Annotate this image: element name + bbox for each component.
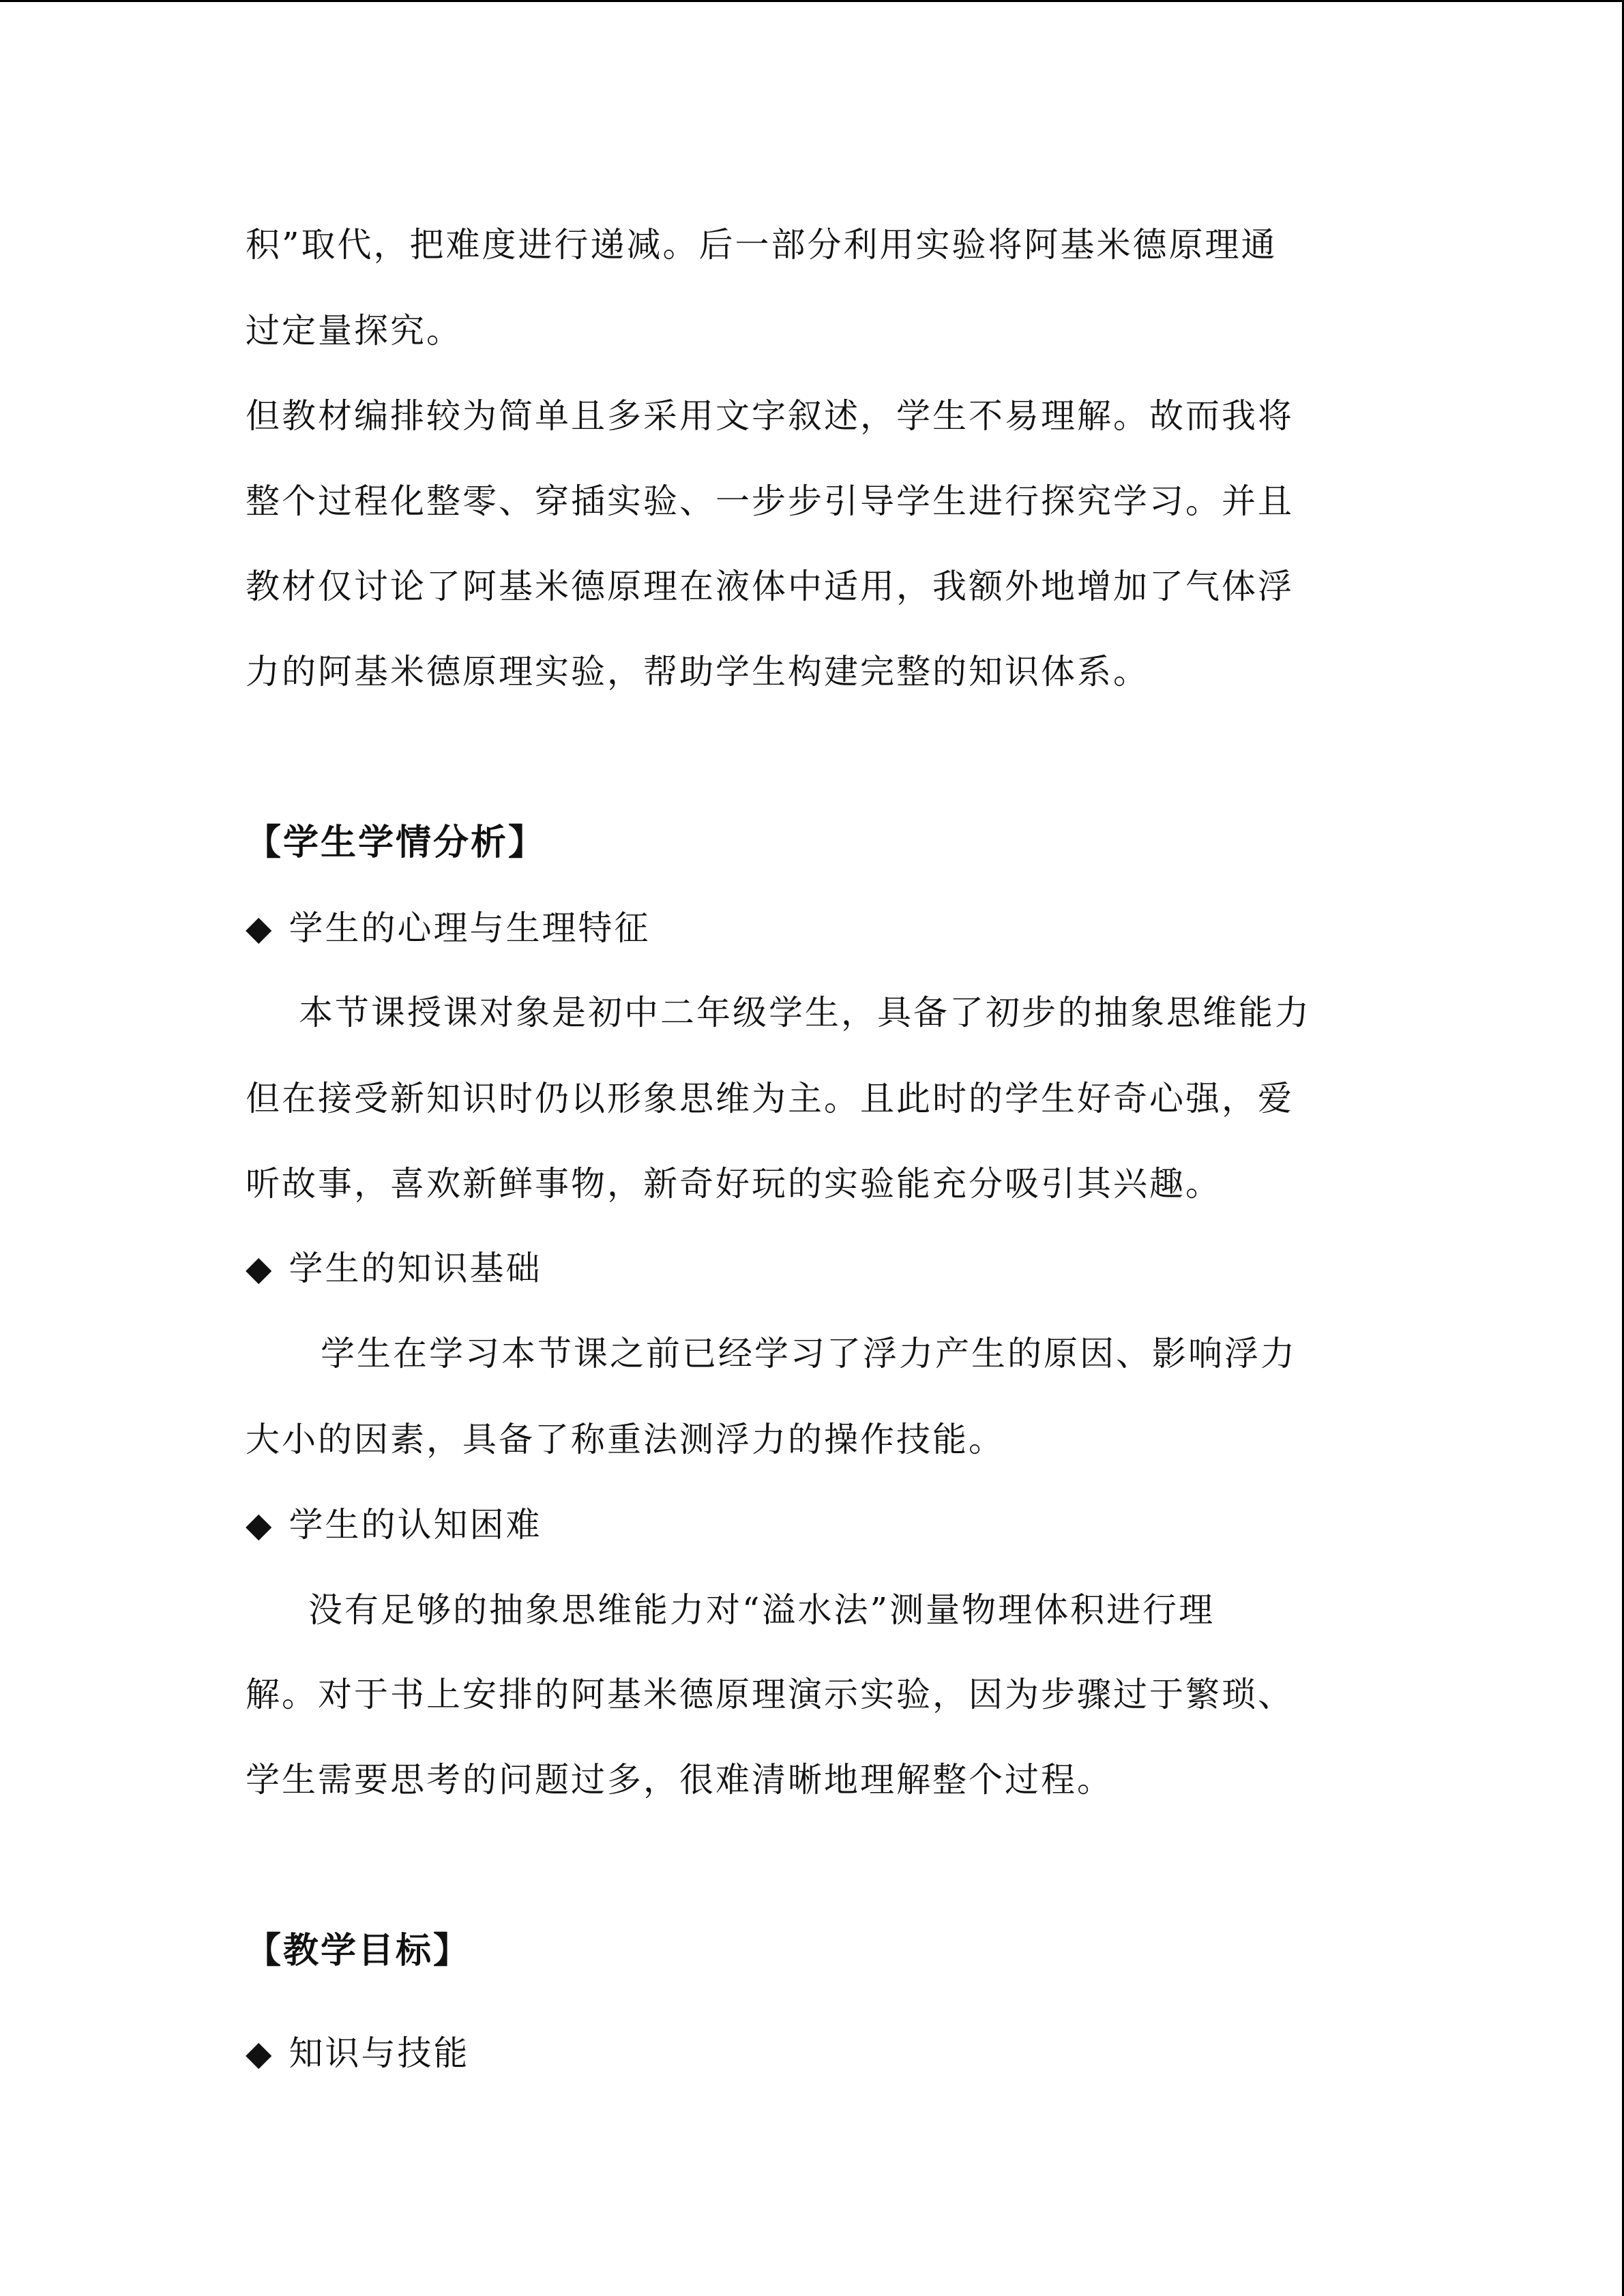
diamond-bullet-icon: ◆ — [246, 2033, 274, 2073]
paragraph-line: 积”取代，把难度进行递减。后一部分利用实验将阿基米德原理通 — [246, 225, 1278, 265]
subsection-title-knowledge-skills — [246, 2033, 469, 2074]
diamond-bullet-icon: ◆ — [246, 908, 274, 948]
paragraph-line: 大小的因素，具备了称重法测浮力的操作技能。 — [246, 1420, 1005, 1459]
paragraph-line: 教材仅讨论了阿基米德原理在液体中适用，我额外地增加了气体浮 — [246, 567, 1294, 606]
paragraph-line: 但教材编排较为简单且多采用文字叙述，学生不易理解。故而我将 — [246, 396, 1294, 436]
section-heading-teaching-goals: 【教学目标】 — [246, 1930, 471, 1971]
diamond-bullet-icon: ◆ — [246, 1505, 274, 1545]
paragraph-line: 没有足够的抽象思维能力对“溢水法”测量物理体积进行理 — [308, 1590, 1215, 1630]
paragraph-line: 听故事，喜欢新鲜事物，新奇好玩的实验能充分吸引其兴趣。 — [246, 1164, 1222, 1204]
subsection-title-cognitive-difficulty — [246, 1504, 542, 1545]
paragraph-line: 整个过程化整零、穿插实验、一步步引导学生进行探究学习。并且 — [246, 481, 1294, 521]
paragraph-line: 力的阿基米德原理实验，帮助学生构建完整的知识体系。 — [246, 652, 1149, 691]
subsection-title-psychology — [246, 908, 650, 949]
paragraph-line: 解。对于书上安排的阿基米德原理演示实验，因为步骤过于繁琐、 — [246, 1675, 1294, 1714]
subsection-title-knowledge-base — [246, 1248, 542, 1289]
paragraph-line: 学生在学习本节课之前已经学习了浮力产生的原因、影响浮力 — [321, 1334, 1297, 1373]
subsection-title-text: 学生的知识基础 — [289, 1249, 542, 1288]
paragraph-line: 过定量探究。 — [246, 311, 462, 351]
subsection-title-text: 学生的心理与生理特征 — [289, 908, 651, 948]
paragraph-line: 但在接受新知识时仍以形象思维为主。且此时的学生好奇心强，爱 — [246, 1079, 1294, 1118]
section-heading-student-analysis: 【学生学情分析】 — [246, 822, 546, 863]
paragraph-line: 学生需要思考的问题过多，很难清晰地理解整个过程。 — [246, 1760, 1113, 1800]
paragraph-line: 本节课授课对象是初中二年级学生，具备了初步的抽象思维能力 — [299, 993, 1311, 1032]
diamond-bullet-icon: ◆ — [246, 1249, 274, 1288]
subsection-title-text: 学生的认知困难 — [289, 1505, 542, 1545]
subsection-title-text: 知识与技能 — [289, 2033, 470, 2073]
